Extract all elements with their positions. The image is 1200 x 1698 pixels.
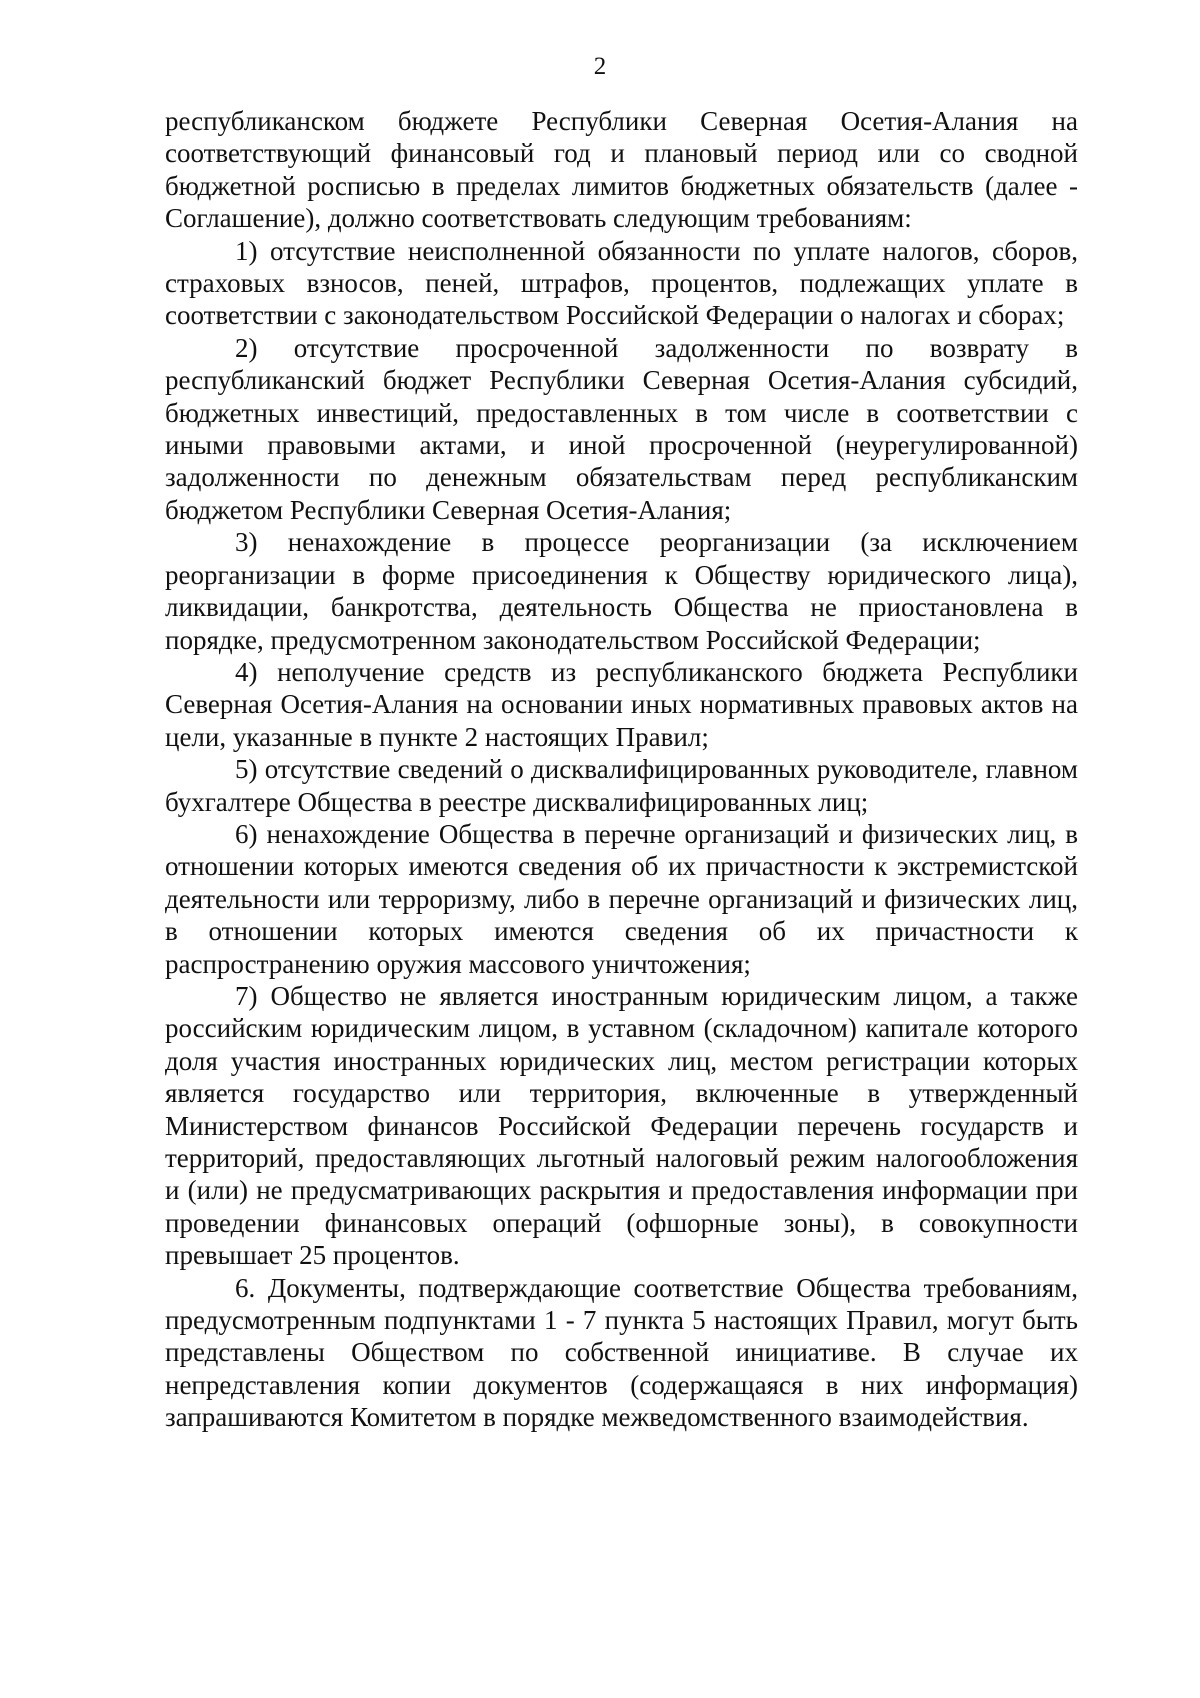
requirement-item-4: 4) неполучение средств из республиканского бюджета Республики Северная Осетия-Алания на основании иных нормативных правовых актов на цели, указанные в пункте 2 настоящих Правил; (165, 656, 1078, 752)
document-body (165, 105, 1078, 1434)
clause-6-documents: 6. Документы, подтверждающие соответствие Общества требованиям, предусмотренным подпунктами 1 - 7 пункта 5 настоящих Правил, могут быть представлены Обществом по собственной инициативе. В случае их непредставления копии документов (содержащаяся в них информация) запрашиваются Комитетом в порядке межведомственного взаимодействия. (165, 1272, 1078, 1433)
paragraph-intro-continuation: республиканском бюджете Республики Северная Осетия-Алания на соответствующий финансовый год и плановый период или со сводной бюджетной росписью в пределах лимитов бюджетных обязательств (далее - Соглашение), должно соответствовать следующим требованиям: (165, 106, 1078, 234)
page-number: 2 (593, 53, 607, 80)
requirement-item-3: 3) ненахождение в процессе реорганизации (за исключением реорганизации в форме присоединения к Обществу юридического лица), ликвидации, банкротства, деятельность Общества не приостановлена в порядке, предусмотренном законодательством Российской Федерации; (165, 527, 1078, 655)
requirement-item-5: 5) отсутствие сведений о дисквалифицированных руководителе, главном бухгалтере Общества в реестре дисквалифицированных лиц; (165, 754, 1078, 817)
requirement-item-6: 6) ненахождение Общества в перечне организаций и физических лиц, в отношении которых имеются сведения об их причастности к экстремистской деятельности или терроризму, либо в перечне организаций и физических лиц, в отношении которых имеются сведения об их причастности к распространению оружия массового уничтожения; (165, 818, 1078, 979)
requirement-item-7: 7) Общество не является иностранным юридическим лицом, а также российским юридическим лицом, в уставном (складочном) капитале которого доля участия иностранных юридических лиц, местом регистрации которых является государство или территория, включенные в утвержденный Министерством финансов Российской Федерации перечень государств и территорий, предоставляющих льготный налоговый режим налогообложения и (или) не предусматривающих раскрытия и предоставления информации при проведении финансовых операций (офшорные зоны), в совокупности превышает 25 процентов. (165, 980, 1078, 1271)
requirement-item-2: 2) отсутствие просроченной задолженности по возврату в республиканский бюджет Республики Северная Осетия-Алания субсидий, бюджетных инвестиций, предоставленных в том числе в соответствии с иными правовыми актами, и иной просроченной (неурегулированной) задолженности по денежным обязательствам перед республиканским бюджетом Республики Северная Осетия-Алания; (165, 332, 1078, 525)
requirement-item-1: 1) отсутствие неисполненной обязанности по уплате налогов, сборов, страховых взносов, пеней, штрафов, процентов, подлежащих уплате в соответствии с законодательством Российской Федерации о налогах и сборах; (165, 235, 1078, 331)
